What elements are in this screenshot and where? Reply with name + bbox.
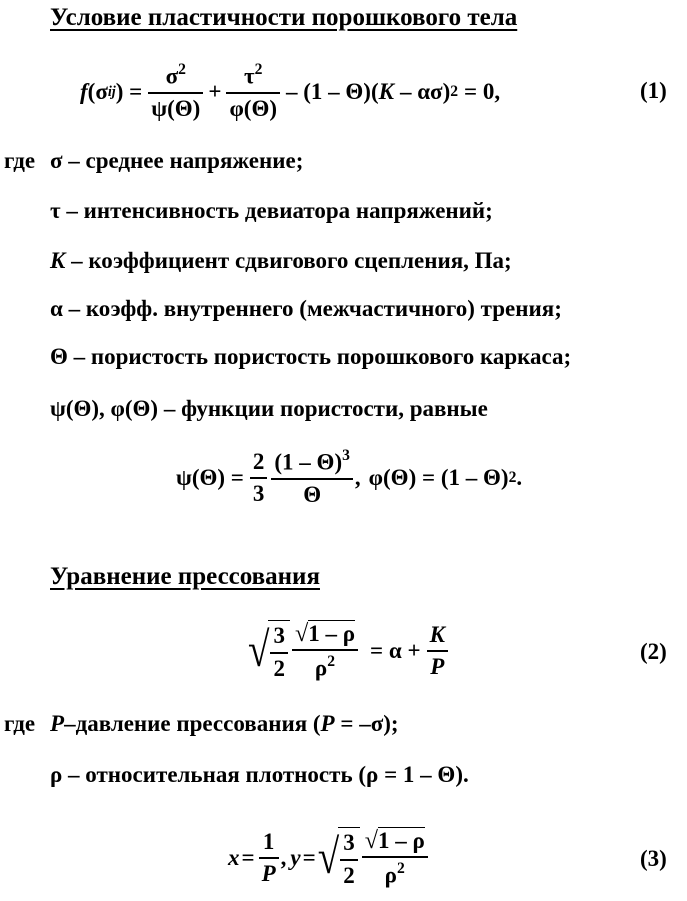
por-coef-den: 3 <box>250 477 268 507</box>
por-main-sup: 3 <box>342 447 350 465</box>
eq2-ratio-num: 3 <box>270 623 288 653</box>
where-label-1: где <box>4 148 36 173</box>
def-P-symbol-2: P <box>320 711 335 736</box>
por-main-fraction <box>271 447 353 508</box>
eq1-sup2: 2 <box>450 83 459 100</box>
def-sigma <box>50 148 303 174</box>
eq1-plus: + <box>208 79 222 104</box>
eq1-minus-part: – (1 – Θ)( <box>286 79 379 104</box>
eq3-ratio-fraction <box>340 830 358 889</box>
section-title-pressing: Уравнение прессования <box>50 563 320 590</box>
equation-pressing <box>248 614 450 688</box>
def-K-text: – коэффициент сдвигового сцепления, Па; <box>71 248 512 273</box>
eq3-rho-fraction <box>362 827 428 890</box>
por-psi: ψ(Θ) = <box>176 465 244 490</box>
def-tau-text: – интенсивность девиатора напряжений; <box>66 198 493 223</box>
eq3-x: x <box>228 845 240 870</box>
def-theta <box>50 344 571 370</box>
equation-coordinates <box>228 820 430 896</box>
eq1-lhs-sub: ij <box>107 83 116 100</box>
equation-number-2: (2) <box>640 639 667 664</box>
def-theta-symbol: Θ <box>50 344 68 369</box>
por-sep: , <box>354 465 361 490</box>
eq3-rho-den: ρ <box>384 862 397 888</box>
eq2-rho-den: ρ <box>314 655 328 681</box>
def-sigma-symbol: σ <box>50 148 63 173</box>
eq2-rho-fraction <box>292 620 358 683</box>
eq3-ratio-num: 3 <box>340 830 358 860</box>
def-alpha-symbol: α <box>50 296 63 321</box>
eq3-outer-sqrt <box>318 827 360 889</box>
def-K-symbol: K <box>50 248 66 273</box>
eq1-tail: = 0, <box>464 79 501 104</box>
por-main-num: (1 – Θ) <box>274 449 343 475</box>
def-sigma-text: – среднее напряжение; <box>68 148 304 173</box>
eq3-eq-a: = <box>241 845 255 870</box>
eq3-inner-sqrt-body: 1 – ρ <box>377 827 425 853</box>
por-phi-sup: 2 <box>508 469 517 486</box>
eq1-fraction-tau <box>226 61 280 122</box>
equation-number-3: (3) <box>640 846 667 871</box>
por-end: . <box>516 465 523 490</box>
eq2-outer-sqrt <box>248 620 290 682</box>
eq1-t2-num: τ <box>244 63 255 89</box>
def-tau <box>50 198 493 224</box>
section-title-plasticity: Условие пластичности порошкового тела <box>50 4 518 31</box>
eq3-x-num: 1 <box>259 829 279 859</box>
eq3-ratio-den: 2 <box>343 862 355 888</box>
eq1-lhs-sigma: (σ <box>87 79 108 104</box>
eq2-equals: = α + <box>370 638 421 663</box>
def-funcs-symbol: ψ(Θ), φ(Θ) <box>50 396 159 421</box>
equation-number-1: (1) <box>640 78 667 103</box>
eq1-fraction-sigma <box>148 61 203 122</box>
eq3-rho-sup: 2 <box>396 860 405 878</box>
eq2-rho-sup: 2 <box>327 653 336 671</box>
def-tau-symbol: τ <box>50 198 61 223</box>
where-label-2: где <box>4 711 36 736</box>
eq1-K: K <box>378 79 394 104</box>
def-P-text-b: = –σ); <box>334 711 399 736</box>
eq2-P: P <box>430 654 445 679</box>
def-P-text-a: –давление прессования ( <box>64 711 321 736</box>
eq1-t1-sup: 2 <box>178 61 186 79</box>
eq3-comma: , <box>280 845 287 870</box>
def-funcs-text: – функции пористости, равные <box>163 396 488 421</box>
eq2-ratio-fraction <box>270 623 288 682</box>
eq2-K: K <box>427 622 448 652</box>
eq2-radical-icon: √ <box>248 624 270 678</box>
eq2-ratio-den: 2 <box>273 655 285 681</box>
eq3-radical-icon: √ <box>317 831 340 885</box>
equation-porosity-functions <box>176 440 522 516</box>
eq3-x-fraction <box>259 829 279 888</box>
eq2-KP-fraction <box>427 622 448 681</box>
eq2-inner-radical-icon: √ <box>294 619 309 647</box>
por-main-den: Θ <box>303 482 322 508</box>
def-P <box>50 711 399 737</box>
def-rho: ρ – относительная плотность (ρ = 1 – Θ). <box>50 762 469 787</box>
def-K <box>50 248 512 274</box>
eq1-t1-den: ψ(Θ) <box>151 96 201 122</box>
eq2-inner-sqrt-body: 1 – ρ <box>308 620 356 646</box>
def-alpha <box>50 296 562 322</box>
def-theta-text: – пористость пористость порошкового каркаса; <box>73 344 572 369</box>
eq3-x-den: P <box>261 861 276 886</box>
def-porosity-functions <box>50 396 488 422</box>
eq1-lhs-close: ) = <box>115 79 143 104</box>
por-coef-fraction <box>250 449 268 508</box>
equation-plasticity <box>80 56 500 128</box>
eq1-t2-sup: 2 <box>254 61 263 79</box>
def-alpha-text: – коэфф. внутреннего (межчастичного) трения; <box>68 296 562 321</box>
eq3-inner-radical-icon: √ <box>364 826 378 854</box>
eq1-t1-num: σ <box>165 63 179 89</box>
eq1-f: f <box>80 79 88 104</box>
eq3-y: y <box>290 845 301 870</box>
eq1-alpha-sigma: – ασ) <box>399 79 451 104</box>
def-P-symbol: P <box>50 711 65 736</box>
eq3-eq-b: = <box>302 845 316 870</box>
por-coef-num: 2 <box>252 448 265 474</box>
eq1-t2-den: φ(Θ) <box>229 96 277 122</box>
por-phi: φ(Θ) = (1 – Θ) <box>368 465 509 490</box>
